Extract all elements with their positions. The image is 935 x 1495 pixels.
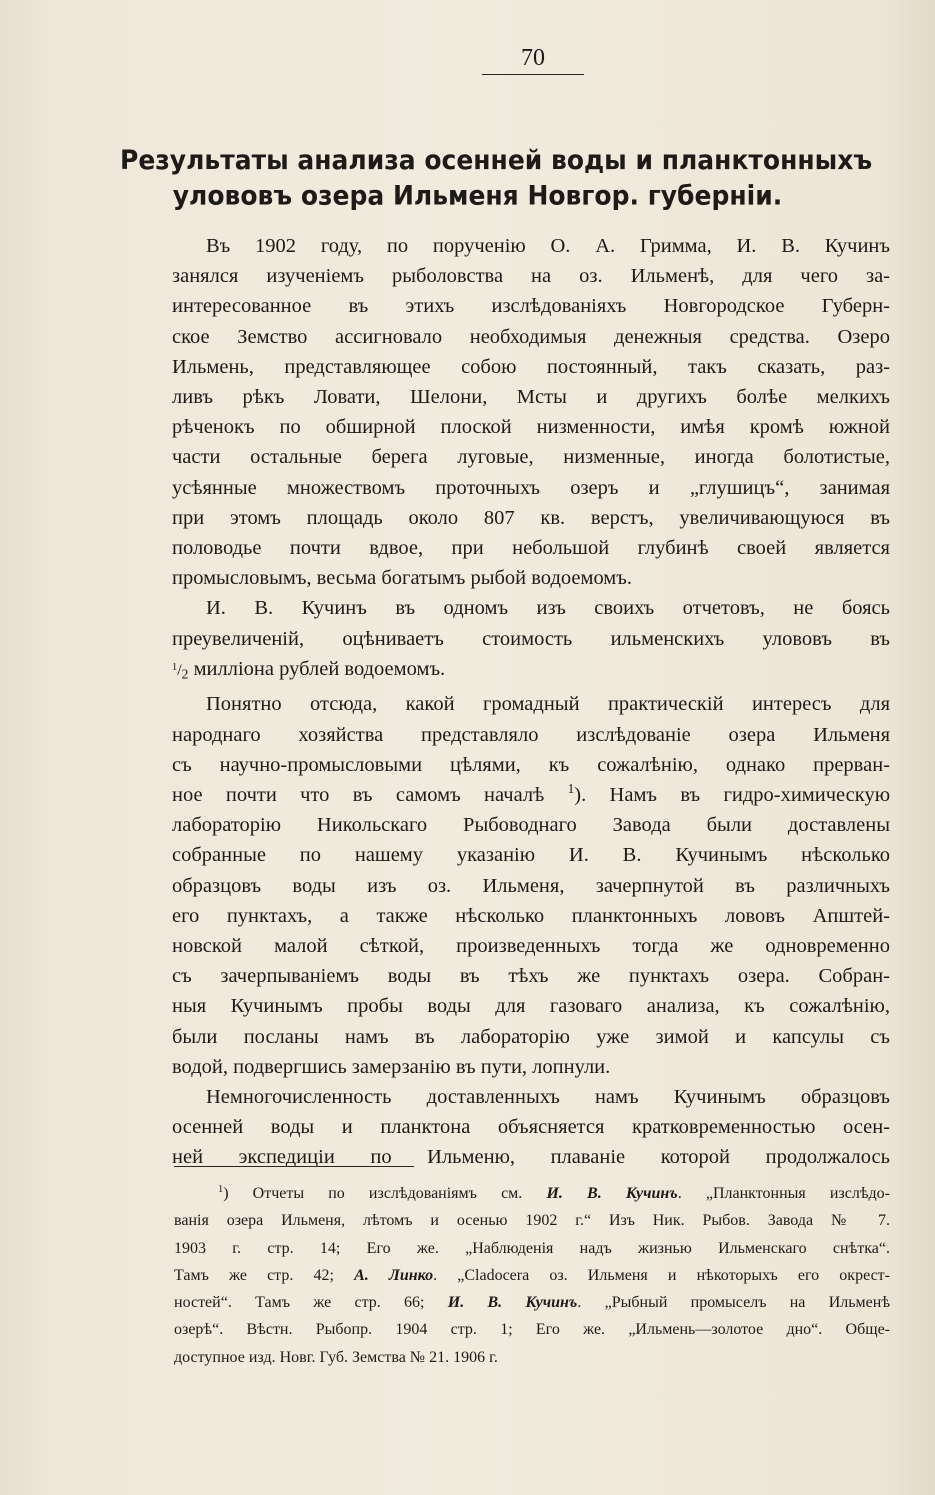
body-line: преувеличеній, оцѣниваетъ стоимость ильменскихъ улововъ въ xyxy=(172,627,890,650)
page-number: 70 xyxy=(482,44,584,75)
footnote-reference[interactable]: 1 xyxy=(567,781,575,797)
body-line: ское Земство ассигновало необходимыя денежныя средства. Озеро xyxy=(172,325,890,348)
body-line: И. В. Кучинъ въ одномъ изъ своихъ отчетовъ, не боясь xyxy=(206,597,890,620)
footnote-line: озерѣ“. Вѣстн. Рыбопр. 1904 стр. 1; Его же. „Ильмень—золотое дно“. Обще- xyxy=(174,1321,890,1339)
body-line: лабораторію Никольскаго Рыбоводнаго Завода были доставлены xyxy=(172,814,890,837)
footnote-marker: 1 xyxy=(218,1183,224,1195)
body-line: народнаго хозяйства представляло изслѣдованіе озера Ильменя xyxy=(172,723,890,746)
body-line: новской малой сѣткой, произведенныхъ тогда же одновременно xyxy=(172,935,890,958)
fraction-denominator: 2 xyxy=(181,666,189,682)
footnote-text: . „Планктонныя изслѣдо- xyxy=(677,1185,890,1202)
footnote-line: ванія озера Ильменя, лѣтомъ и осенью 1902 г.“ Изъ Ник. Рыбов. Завода № 7. xyxy=(174,1212,890,1230)
body-line: промысловымъ, весьма богатымъ рыбой водоемомъ. xyxy=(172,567,632,590)
fraction-one-half: $^1/_2$ xyxy=(172,661,189,682)
footnote-divider xyxy=(174,1166,414,1167)
body-line: занялся изученіемъ рыболовства на оз. Ильменѣ, для чего за- xyxy=(172,265,890,288)
body-line: его пунктахъ, а также нѣсколько планктонныхъ лововъ Апштей- xyxy=(172,904,890,927)
author-name: И. В. Кучинъ xyxy=(546,1185,678,1202)
footnote-text: Тамъ же стр. 42; xyxy=(174,1266,355,1284)
body-line-text: миллiона рублей водоемомъ. xyxy=(193,657,446,680)
body-line: собранные по нашему указанію И. В. Кучинымъ нѣсколько xyxy=(172,844,890,867)
body-line: Въ 1902 году, по порученію О. А. Гримма, И. В. Кучинъ xyxy=(206,235,890,257)
body-line xyxy=(172,780,890,810)
body-line: при этомъ площадь около 807 кв. верстъ, увеличивающуюся въ xyxy=(172,506,890,529)
body-line: части остальные берега луговые, низменные, иногда болотистые, xyxy=(172,446,890,469)
title-line: улововъ озера Ильменя Новгор. губерніи. xyxy=(172,179,783,212)
body-line: съ научно-промысловыми цѣлями, къ сожалѣнію, однако прерван- xyxy=(172,753,890,776)
author-name: А. Линко xyxy=(354,1266,434,1284)
footnote-line xyxy=(174,1262,890,1289)
footnote-line xyxy=(174,1180,890,1207)
body-line: половодье почти вдвое, при небольшой глубинѣ своей является xyxy=(172,537,890,560)
body-line: съ зачерпываніемъ воды въ тѣхъ же пунктахъ озера. Собран- xyxy=(172,965,890,988)
article-body xyxy=(172,231,890,1173)
body-line: рѣченокъ по обширной плоской низменности, имѣя кромѣ южной xyxy=(172,416,890,439)
footnote-text: . „Рыбный промыселъ на Ильменѣ xyxy=(577,1294,890,1312)
body-line: были посланы намъ въ лабораторію уже зимой и капсулы съ xyxy=(172,1025,890,1048)
title-line: Результаты анализа осенней воды и планктонныхъ xyxy=(120,144,873,176)
footnote-text: ностей“. Тамъ же стр. 66; xyxy=(174,1294,448,1312)
body-line: осенней воды и планктона объясняется кратковременностью осен- xyxy=(172,1116,890,1139)
body-line: ливъ рѣкъ Ловати, Шелони, Мсты и другихъ болѣе мелкихъ xyxy=(172,386,890,409)
footnote xyxy=(174,1180,890,1371)
body-line: усѣянные множествомъ проточныхъ озеръ и „глушицъ“, занимая xyxy=(172,476,890,499)
body-line-text: ). Намъ въ гидро-химическую xyxy=(574,784,891,807)
author-name: И. В. Кучинъ xyxy=(447,1294,578,1312)
body-line: Ильмень, представляющее собою постоянный, такъ сказать, раз- xyxy=(172,355,890,378)
body-line: ныя Кучинымъ пробы воды для газоваго анализа, къ сожалѣнію, xyxy=(172,995,890,1018)
body-line: Немногочисленность доставленныхъ намъ Кучинымъ образцовъ xyxy=(206,1086,890,1109)
body-line: интересованное въ этихъ изслѣдованіяхъ Новгородское Губерн- xyxy=(172,295,890,318)
footnote-line: 1903 г. стр. 14; Его же. „Наблюденія надъ жизнью Ильменскаго снѣтка“. xyxy=(174,1239,890,1257)
footnote-line xyxy=(174,1289,890,1316)
footnote-text: ) Отчеты по изслѣдованіямъ см. xyxy=(223,1185,547,1202)
body-line: Понятно отсюда, какой громадный практическій интересъ для xyxy=(206,693,890,716)
fraction-numerator: 1 xyxy=(172,661,178,673)
body-line: ней экспедиціи по Ильменю, плаваніе которой продолжалось xyxy=(172,1146,890,1169)
footnote-text: . „Cladocera оз. Ильменя и нѣкоторыхъ его окрест- xyxy=(433,1266,890,1284)
body-line: водой, подвергшись замерзанію въ пути, лопнули. xyxy=(172,1055,611,1078)
body-line xyxy=(172,654,890,690)
body-line-text: ное почти что въ самомъ началѣ xyxy=(172,784,545,807)
footnote-line: доступное изд. Новг. Губ. Земства № 21. 1906 г. xyxy=(174,1348,498,1366)
body-line: образцовъ воды изъ оз. Ильменя, зачерпнутой въ различныхъ xyxy=(172,874,890,897)
article-title xyxy=(120,142,873,213)
